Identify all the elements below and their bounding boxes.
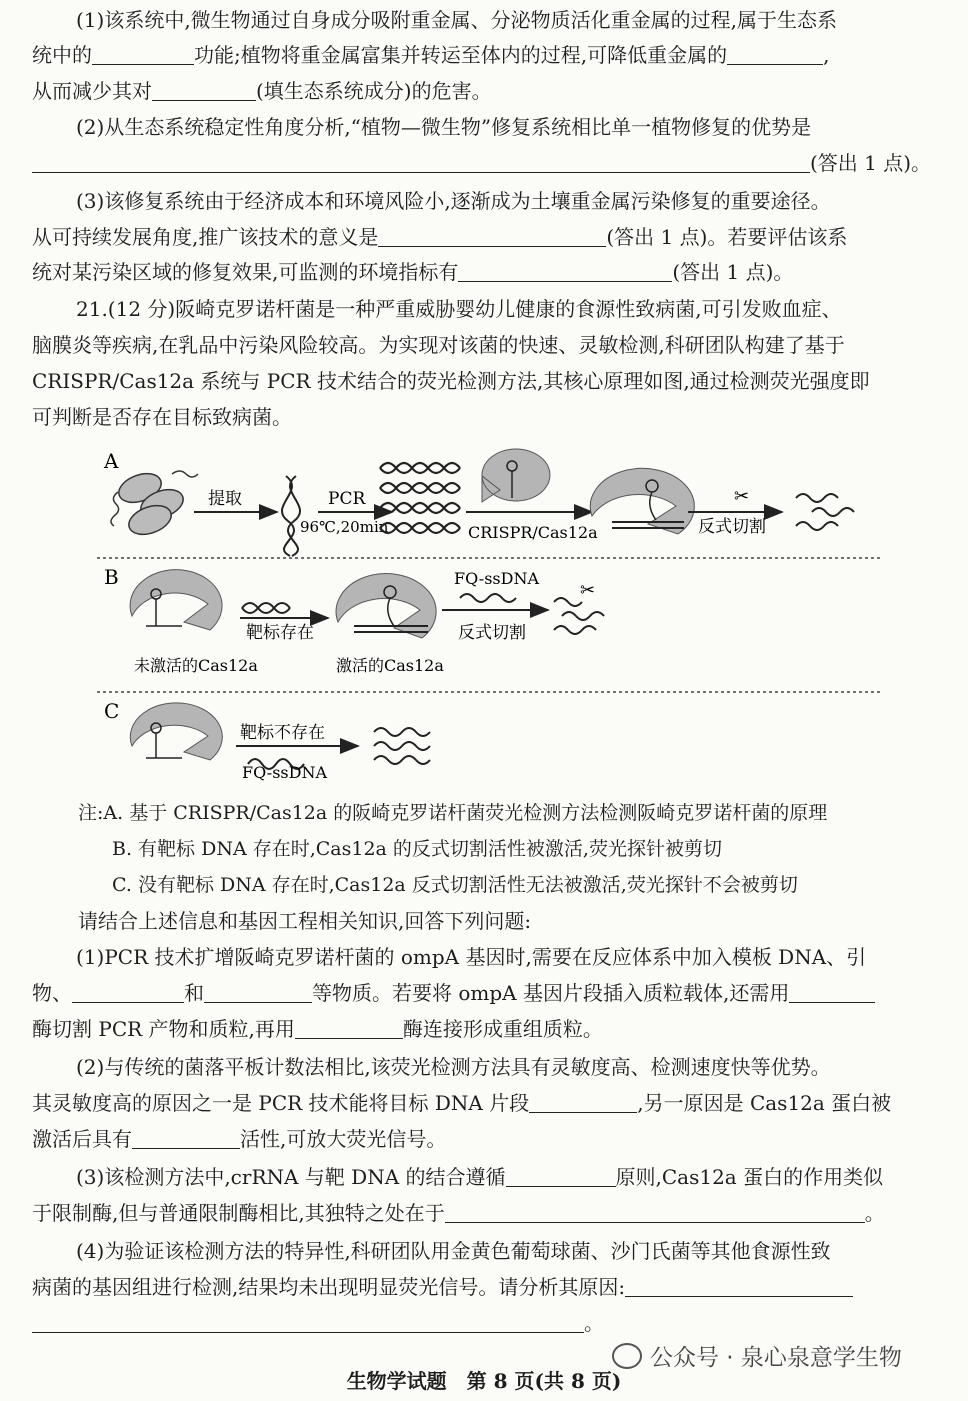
answer-blank[interactable]: [152, 78, 256, 101]
q21-sub1-line3: 酶切割 PCR 产物和质粒,再用 酶连接形成重组质粒。: [32, 1017, 603, 1041]
page-footer: 生物学试题 第 8 页(共 8 页): [346, 1369, 622, 1393]
figure-note-a: 注:A. 基于 CRISPR/Cas12a 的阪崎克罗诺杆菌荧光检测方法检测阪崎克罗诺杆菌的原理: [78, 802, 828, 824]
figure-note-c: C. 没有靶标 DNA 存在时,Cas12a 反式切割活性无法被激活,荧光探针不会被剪切: [112, 874, 798, 896]
q21-intro-line2: 脑膜炎等疾病,在乳品中污染风险较高。为实现对该菌的快速、灵敏检测,科研团队构建了基于: [32, 333, 845, 357]
trans-cleave-label-b: 反式切割: [458, 623, 526, 643]
q20-sub1-line3: 从而减少其对 (填生态系统成分)的危害。: [32, 79, 492, 103]
q20-sub1-line1: (1)该系统中,微生物通过自身成分吸附重金属、分泌物质活化重金属的过程,属于生态系: [76, 8, 838, 32]
answer-blank[interactable]: [727, 42, 823, 65]
q21-intro-line3: CRISPR/Cas12a 系统与 PCR 技术结合的荧光检测方法,其核心原理如图,通过检测荧光强度即: [32, 369, 870, 393]
panel-c-label: C: [104, 699, 120, 723]
figure-note-b: B. 有靶标 DNA 存在时,Cas12a 的反式切割活性被激活,荧光探针被剪切: [112, 838, 722, 860]
cas12a-small-icon: [482, 449, 550, 502]
q20-sub2-line2: (答出 1 点)。: [32, 146, 938, 180]
answer-blank[interactable]: [32, 1310, 584, 1333]
q21-sub2-line2: 其灵敏度高的原因之一是 PCR 技术能将目标 DNA 片段 ,另一原因是 Cas12a 蛋白被: [32, 1091, 892, 1115]
q20-sub1-line2: 统中的 功能;植物将重金属富集并转运至体内的过程,可降低重金属的 ,: [32, 43, 830, 67]
cleaved-probe-icon: [796, 494, 854, 530]
crispr-cas12a-label: CRISPR/Cas12a: [468, 523, 598, 542]
answer-blank[interactable]: [625, 1274, 853, 1297]
answer-blank[interactable]: [529, 1090, 637, 1113]
answer-blank[interactable]: [132, 1126, 240, 1149]
panel-a-label: A: [104, 449, 119, 473]
q21-sub2-line3: 激活后具有 活性,可放大荧光信号。: [32, 1127, 447, 1151]
active-cas12a-label: 激活的Cas12a: [336, 656, 444, 675]
target-absent-label: 靶标不存在: [240, 723, 325, 743]
q21-sub3-line2: 于限制酶,但与普通限制酶相比,其独特之处在于 。: [32, 1201, 885, 1225]
cas12a-inactive-icon: [130, 703, 222, 760]
cas12a-activated-icon: [590, 468, 694, 534]
answer-blank[interactable]: [72, 980, 184, 1003]
answer-blank[interactable]: [378, 224, 606, 247]
q21-sub4-line2: 病菌的基因组进行检测,结果均未出现明显荧光信号。请分析其原因:: [32, 1270, 938, 1304]
panel-b-label: B: [104, 565, 119, 589]
q21-sub2-line1: (2)与传统的菌落平板计数法相比,该荧光检测方法具有灵敏度高、检测速度快等优势。: [76, 1055, 831, 1079]
probe-icon: [460, 594, 516, 602]
trans-cleave-label-a: 反式切割: [698, 517, 766, 537]
q21-intro-line1: 21.(12 分)阪崎克罗诺杆菌是一种严重威胁婴幼儿健康的食源性致病菌,可引发败血症、: [76, 297, 842, 321]
scissors-icon: ✂: [580, 580, 596, 601]
pcr-label: PCR: [328, 489, 366, 509]
q20-sub3-line2: 从可持续发展角度,推广该技术的意义是 (答出 1 点)。若要评估该系: [32, 225, 848, 249]
q21-sub4-line3: 。: [32, 1306, 938, 1340]
cas12a-active-icon: [336, 574, 436, 638]
answer-blank[interactable]: [445, 1200, 865, 1223]
answer-blank[interactable]: [506, 1164, 616, 1187]
inactive-cas12a-label: 未激活的Cas12a: [134, 656, 258, 675]
pcr-condition-label: 96℃,20min: [300, 518, 389, 536]
answer-blank[interactable]: [789, 980, 875, 1003]
q21-sub4-line1: (4)为验证该检测方法的特异性,科研团队用金黄色葡萄球菌、沙门氏菌等其他食源性致: [76, 1239, 831, 1263]
q21-sub3-line1: (3)该检测方法中,crRNA 与靶 DNA 的结合遵循 原则,Cas12a 蛋白的作用类似: [76, 1165, 884, 1189]
watermark: 公众号 · 泉心泉意学生物: [612, 1340, 942, 1376]
q20-sub3-line3: 统对某污染区域的修复效果,可监测的环境指标有 (答出 1 点)。: [32, 260, 794, 284]
amplified-dna-icon: [380, 463, 460, 533]
crispr-detection-figure: [92, 446, 892, 791]
fq-ssdna-label-b: FQ-ssDNA: [454, 569, 540, 588]
fq-ssdna-label-c: FQ-ssDNA: [242, 763, 328, 782]
q21-sub1-line2: 物、 和 等物质。若要将 ompA 基因片段插入质粒载体,还需用: [32, 976, 938, 1010]
answer-blank[interactable]: [458, 259, 672, 282]
answer-blank[interactable]: [32, 150, 810, 173]
answer-blank[interactable]: [204, 980, 312, 1003]
q21-prompt: 请结合上述信息和基因工程相关知识,回答下列问题:: [78, 909, 532, 933]
intact-probe-icon: [374, 728, 430, 764]
scissors-icon: ✂: [734, 486, 750, 507]
cleaved-probe-icon: [554, 598, 604, 634]
cas12a-inactive-icon: [130, 570, 222, 630]
q20-sub2-line1: (2)从生态系统稳定性角度分析,“植物—微生物”修复系统相比单一植物修复的优势是: [76, 115, 812, 139]
dna-helix-icon: [282, 476, 300, 556]
q21-sub1-line1: (1)PCR 技术扩增阪崎克罗诺杆菌的 ompA 基因时,需要在反应体系中加入模板 DNA、引: [76, 945, 867, 969]
target-present-label: 靶标存在: [246, 623, 314, 643]
q21-intro-line4: 可判断是否存在目标致病菌。: [32, 405, 292, 429]
extract-label: 提取: [208, 489, 242, 509]
answer-blank[interactable]: [92, 42, 194, 65]
answer-blank[interactable]: [295, 1016, 403, 1039]
bacteria-icon: [111, 468, 198, 539]
target-dna-icon: [242, 603, 290, 613]
q20-sub3-line1: (3)该修复系统由于经济成本和环境风险小,逐渐成为土壤重金属污染修复的重要途径。: [76, 189, 831, 213]
